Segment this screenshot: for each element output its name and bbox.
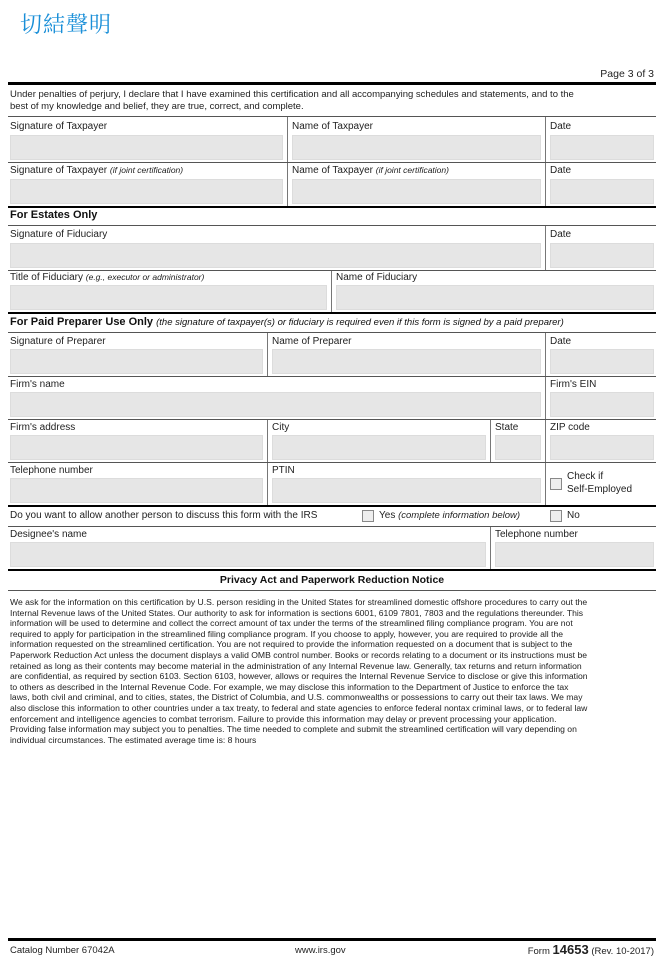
fiduciary-date-field[interactable] bbox=[550, 243, 654, 268]
divider bbox=[545, 333, 546, 376]
self-employed-label: Self-Employed bbox=[567, 484, 633, 495]
joint-signature-field[interactable] bbox=[10, 179, 283, 204]
website-link[interactable]: www.irs.gov bbox=[295, 945, 346, 956]
form-number: Form 14653 (Rev. 10-2017) bbox=[527, 942, 654, 957]
firm-name-label: Firm's name bbox=[10, 379, 65, 390]
preparer-telephone-label: Telephone number bbox=[10, 465, 93, 476]
preparer-signature-label: Signature of Preparer bbox=[10, 336, 106, 347]
self-employed-checkbox[interactable] bbox=[550, 478, 562, 490]
catalog-number: Catalog Number 67042A bbox=[10, 945, 115, 956]
fiduciary-date-label: Date bbox=[550, 229, 572, 240]
divider bbox=[490, 527, 491, 569]
taxpayer-date-field[interactable] bbox=[550, 135, 654, 160]
firm-ein-label: Firm's EIN bbox=[550, 379, 597, 390]
divider bbox=[287, 117, 288, 162]
preparer-name-label: Name of Preparer bbox=[272, 336, 352, 347]
divider bbox=[267, 420, 268, 462]
divider bbox=[545, 463, 546, 505]
privacy-line: laws, both civil and criminal, and to cities, states, the District of Columbia, and U.S. commonwealths or possessions to carry out their tax laws. We may bbox=[10, 692, 583, 703]
privacy-line: individual circumstances. The estimated average time is: 8 hours bbox=[10, 734, 257, 745]
divider bbox=[545, 226, 546, 270]
estates-heading: For Estates Only bbox=[10, 209, 98, 221]
third-party-yes-label: Yes (complete information below) bbox=[379, 510, 521, 521]
divider bbox=[8, 569, 656, 571]
divider bbox=[8, 270, 656, 271]
fiduciary-name-field[interactable] bbox=[336, 285, 654, 310]
divider bbox=[267, 333, 268, 376]
divider bbox=[8, 505, 656, 507]
ptin-label: PTIN bbox=[272, 465, 295, 476]
footer-rule bbox=[8, 938, 656, 941]
declaration-line-2: best of my knowledge and belief, they are true, correct, and complete. bbox=[10, 101, 304, 112]
taxpayer-signature-field[interactable] bbox=[10, 135, 283, 160]
divider bbox=[545, 117, 546, 162]
divider bbox=[545, 377, 546, 419]
page-header-title: 切結聲明 bbox=[20, 13, 113, 38]
fiduciary-signature-field[interactable] bbox=[10, 243, 541, 268]
privacy-line: required to apply for participation in the streamlined filing compliance program. If you choose to apply, however, you are required to provide all the bbox=[10, 628, 564, 639]
divider bbox=[8, 526, 656, 527]
joint-name-field[interactable] bbox=[292, 179, 541, 204]
firm-address-label: Firm's address bbox=[10, 422, 76, 433]
designee-telephone-field[interactable] bbox=[495, 542, 654, 567]
privacy-line: Providing false information may subject you to penalties. The time needed to complete and submit the streamlined certification will vary depending on bbox=[10, 724, 577, 735]
divider bbox=[8, 590, 656, 591]
divider bbox=[8, 206, 656, 208]
divider bbox=[8, 462, 656, 463]
declaration-line-1: Under penalties of perjury, I declare that I have examined this certification and all accompanying schedules and statements, and to the bbox=[10, 89, 574, 100]
divider bbox=[8, 312, 656, 314]
joint-date-field[interactable] bbox=[550, 179, 654, 204]
privacy-line: enforcement and intelligence agencies to combat terrorism. Failure to provide this information may delay or prevent processing your application. bbox=[10, 713, 557, 724]
fiduciary-title-field[interactable] bbox=[10, 285, 327, 310]
divider bbox=[8, 419, 656, 420]
city-label: City bbox=[272, 422, 290, 433]
preparer-name-field[interactable] bbox=[272, 349, 541, 374]
divider bbox=[8, 376, 656, 377]
divider bbox=[490, 420, 491, 462]
preparer-signature-field[interactable] bbox=[10, 349, 263, 374]
taxpayer-name-field[interactable] bbox=[292, 135, 541, 160]
designee-telephone-label: Telephone number bbox=[495, 529, 578, 540]
firm-address-field[interactable] bbox=[10, 435, 263, 460]
designee-name-label: Designee's name bbox=[10, 529, 87, 540]
divider bbox=[267, 463, 268, 505]
joint-date-label: Date bbox=[550, 165, 572, 176]
check-if-label: Check if bbox=[567, 471, 604, 482]
zip-field[interactable] bbox=[550, 435, 654, 460]
third-party-question: Do you want to allow another person to discuss this form with the IRS bbox=[10, 510, 318, 521]
joint-signature-label: Signature of Taxpayer (if joint certification) bbox=[10, 165, 184, 176]
divider bbox=[287, 163, 288, 206]
firm-ein-field[interactable] bbox=[550, 392, 654, 417]
state-field[interactable] bbox=[495, 435, 541, 460]
divider bbox=[8, 225, 656, 226]
designee-name-field[interactable] bbox=[10, 542, 486, 567]
joint-name-label: Name of Taxpayer (if joint certification) bbox=[292, 165, 449, 176]
top-rule bbox=[8, 82, 656, 85]
divider bbox=[8, 162, 656, 163]
preparer-telephone-field[interactable] bbox=[10, 478, 263, 503]
firm-name-field[interactable] bbox=[10, 392, 541, 417]
preparer-date-field[interactable] bbox=[550, 349, 654, 374]
taxpayer-signature-label: Signature of Taxpayer bbox=[10, 121, 108, 132]
privacy-line: Paperwork Reduction Act unless the document displays a valid OMB control number. Books or records relating to a document or its instructions must be bbox=[10, 649, 588, 660]
privacy-notice-title: Privacy Act and Paperwork Reduction Notice bbox=[219, 574, 445, 586]
divider bbox=[545, 163, 546, 206]
divider bbox=[331, 271, 332, 312]
privacy-notice-body bbox=[10, 597, 652, 745]
third-party-no-label: No bbox=[567, 510, 580, 521]
privacy-line: retained as long as their contents may become material in the administration of any Internal Revenue law. Generally, tax returns and return information bbox=[10, 660, 582, 671]
divider bbox=[545, 420, 546, 462]
fiduciary-title-label: Title of Fiduciary (e.g., executor or administrator) bbox=[10, 272, 205, 283]
third-party-yes-checkbox[interactable] bbox=[362, 510, 374, 522]
privacy-line: information will be used to determine and collect the correct amount of tax under the terms of the streamlined filing compliance program. You are not bbox=[10, 618, 573, 629]
taxpayer-date-label: Date bbox=[550, 121, 572, 132]
third-party-no-checkbox[interactable] bbox=[550, 510, 562, 522]
preparer-heading: For Paid Preparer Use Only (the signature of taxpayer(s) or fiduciary is required even if this form is signed by a paid preparer) bbox=[10, 316, 564, 328]
fiduciary-name-label: Name of Fiduciary bbox=[336, 272, 418, 283]
divider bbox=[8, 332, 656, 333]
taxpayer-name-label: Name of Taxpayer bbox=[292, 121, 373, 132]
privacy-line: are confidential, as required by section 6103. Section 6103, however, allows or requires the Internal Revenue Service to disclose or give this information bbox=[10, 671, 588, 682]
privacy-line: We ask for the information on this certification by U.S. person residing in the United States for streamlined domestic offshore procedures to carry out the bbox=[10, 597, 588, 607]
privacy-line: also disclose this information to other countries under a tax treaty, to federal and state agencies to enforce federal nontax criminal laws, or to federal law bbox=[10, 702, 588, 713]
privacy-line: information requested on the streamlined certification. You are not required to provide the information requested on a document that is subject to the bbox=[10, 639, 573, 650]
zip-label: ZIP code bbox=[550, 422, 590, 433]
privacy-line: Internal Revenue laws of the United States. Our authority to ask for information is sections 6001, 6109 7801, 7803 and the regulations thereunder. This bbox=[10, 607, 584, 618]
state-label: State bbox=[495, 422, 519, 433]
privacy-line: to others as described in the Internal Revenue Code. For example, we may disclose this information to the Department of Justice to enforce the tax bbox=[10, 681, 569, 692]
divider bbox=[8, 116, 656, 117]
ptin-field[interactable] bbox=[272, 478, 541, 503]
preparer-date-label: Date bbox=[550, 336, 572, 347]
city-field[interactable] bbox=[272, 435, 486, 460]
fiduciary-signature-label: Signature of Fiduciary bbox=[10, 229, 108, 240]
page-indicator: Page 3 of 3 bbox=[600, 68, 654, 80]
